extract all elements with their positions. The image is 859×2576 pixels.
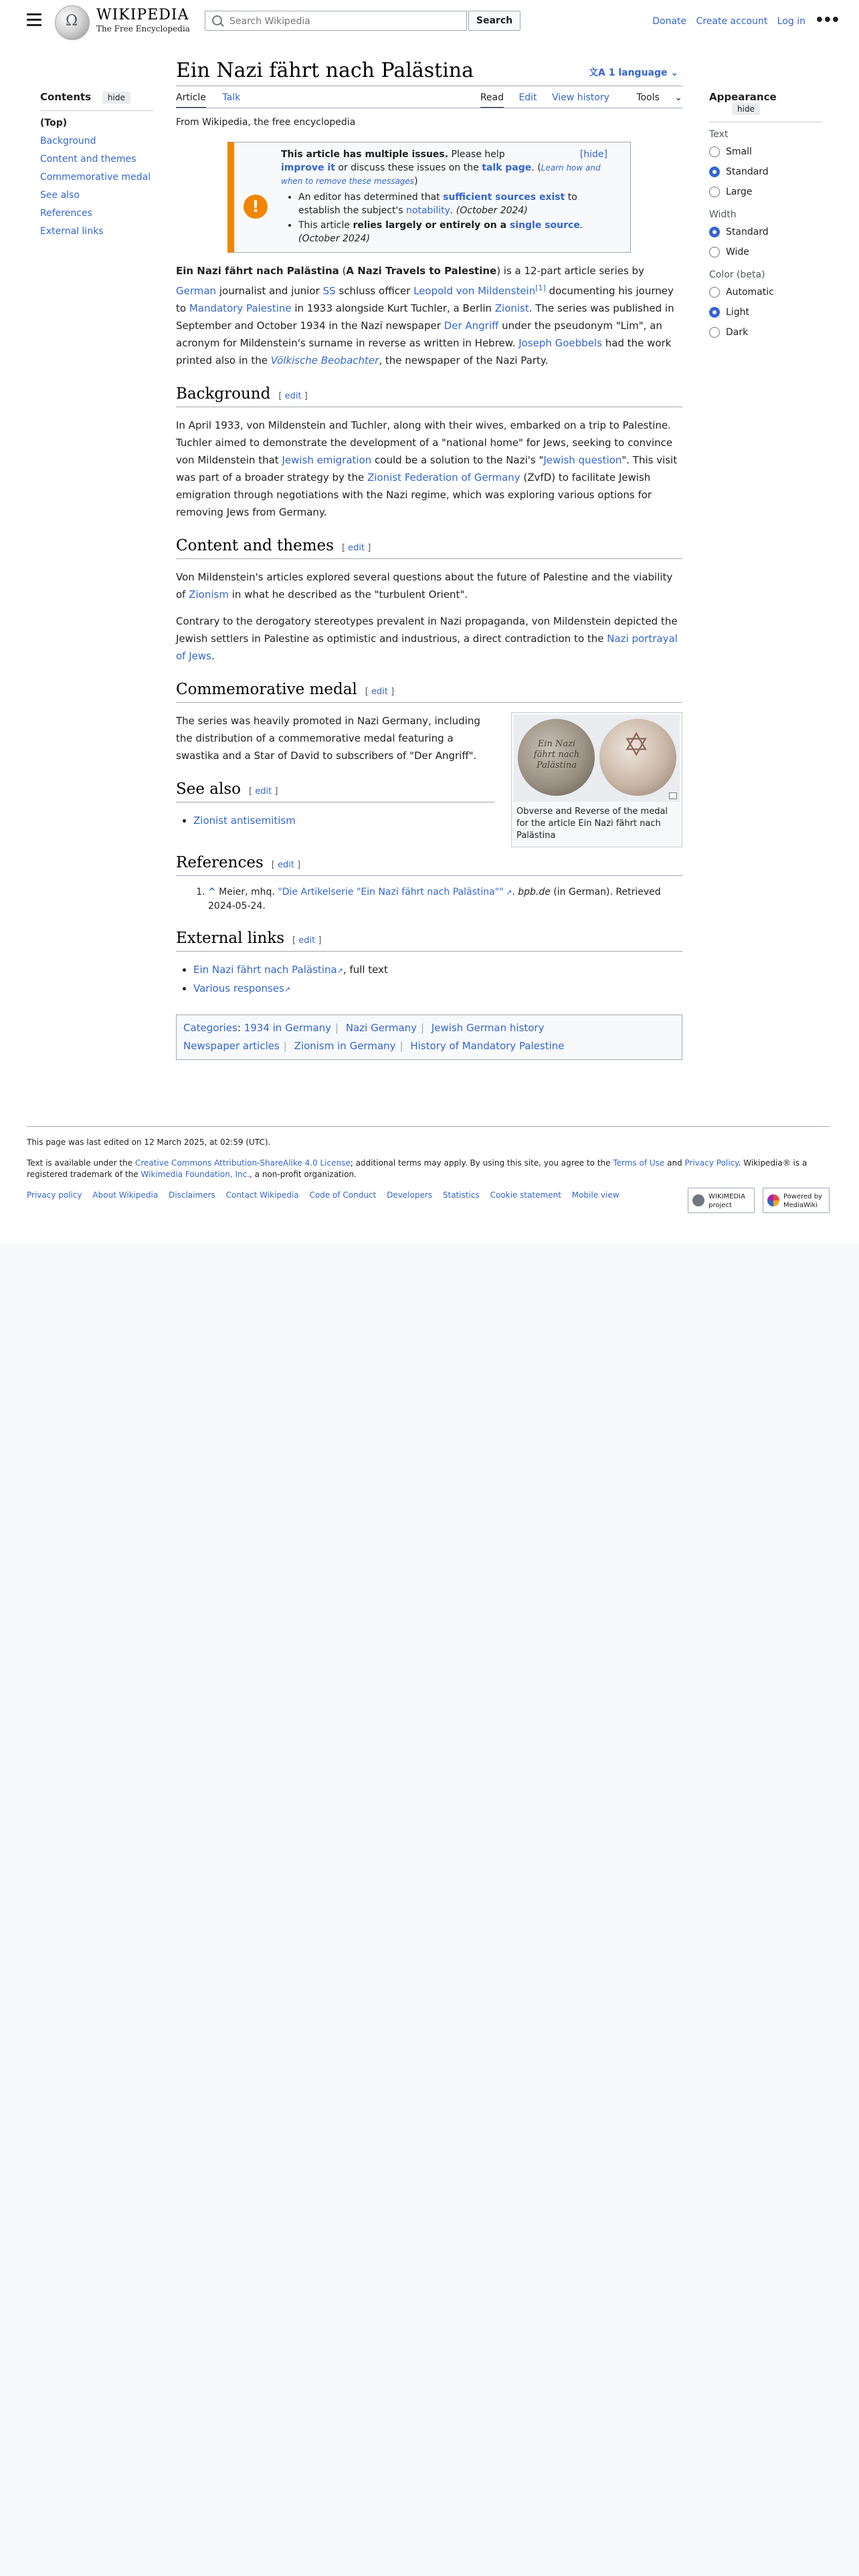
ambox-text: Please help (448, 149, 505, 160)
radio-color-light[interactable] (709, 307, 823, 318)
radio-label: Small (726, 146, 752, 157)
footer-link-about[interactable]: About Wikipedia (92, 1190, 159, 1200)
edit-section-link[interactable]: [ edit ] (341, 543, 371, 553)
radio-color-automatic[interactable] (709, 287, 823, 298)
radio-button-selected[interactable] (709, 167, 720, 177)
edit-section-link[interactable]: [ edit ] (249, 786, 278, 796)
issue-text: An editor has determined that (298, 192, 444, 203)
ambox-text: ) (414, 176, 418, 187)
toc-hide-button[interactable]: hide (102, 92, 130, 104)
toc-item-background[interactable]: Background (40, 136, 96, 146)
toc-list (40, 110, 154, 237)
article-body (176, 142, 682, 1060)
notability-link[interactable]: notability (406, 205, 450, 216)
jewish-emigration-link[interactable]: Jewish emigration (282, 454, 372, 466)
section-heading-references (176, 854, 682, 876)
toc-title: Contents (40, 91, 92, 103)
edit-link[interactable]: edit (278, 860, 294, 870)
edit-section-link[interactable]: [ edit ] (271, 860, 301, 870)
medal-paragraph: The series was heavily promoted in Nazi Germany, including the distribution of a commemorative medal featuring a swastika and a Star of David to subscribers of "Der Angriff". (176, 715, 480, 762)
lead-text: , the newspaper of the Nazi Party. (379, 354, 549, 366)
footer-link-mobile-view[interactable]: Mobile view (571, 1190, 619, 1200)
translate-icon: 文A (589, 68, 609, 78)
body-text: could be a solution to the Nazi's " (371, 454, 544, 466)
reference-text: . (512, 887, 518, 897)
footer-link-privacy[interactable]: Privacy policy (27, 1190, 82, 1200)
mildenstein-link[interactable]: Leopold von Mildenstein (413, 285, 536, 297)
list-item (193, 961, 682, 980)
footer-divider (27, 1126, 830, 1127)
ambox-hide-link[interactable]: [hide] (579, 149, 607, 160)
width-label: Width (709, 209, 737, 220)
toc-item-commemorative-medal[interactable]: Commemorative medal (40, 172, 151, 183)
toc-item-top[interactable]: (Top) (40, 118, 68, 128)
tools-menu[interactable] (624, 92, 682, 107)
section-heading-content-and-themes (176, 537, 682, 559)
star-of-david-icon: ✡ (623, 726, 650, 764)
personal-tools (646, 16, 805, 27)
radio-text-large[interactable] (709, 187, 823, 197)
zionism-link[interactable]: Zionism (189, 588, 229, 601)
full-text-link[interactable]: Ein Nazi fährt nach Palästina (193, 964, 337, 976)
footer-text: . Wikipedia® is a registered trademark of the (27, 1158, 807, 1179)
radio-width-standard[interactable] (709, 227, 823, 237)
create-account-link[interactable]: Create account (696, 16, 768, 27)
table-of-contents (40, 91, 154, 244)
wikimedia-badge[interactable] (688, 1188, 755, 1213)
chevron-down-icon: ⌄ (667, 68, 679, 78)
ambox-intro (281, 148, 621, 188)
lead-paragraph (176, 262, 682, 369)
reference-link[interactable]: "Die Artikelserie "Ein Nazi fährt nach Palästina"" (278, 887, 504, 897)
page-title: Ein Nazi fährt nach Palästina (176, 59, 474, 82)
search-box (205, 11, 467, 31)
lead-text: in 1933 alongside Kurt Tuchler, a Berlin (291, 302, 495, 314)
improve-link[interactable]: improve it (281, 163, 335, 173)
radio-button[interactable] (709, 187, 720, 197)
multiple-issues-box (227, 142, 631, 253)
body-text: Contrary to the derogatory stereotypes prevalent in Nazi propaganda, von Mildenstein depicted the Jewish settlers in Palestine as optimistic and industrious, a direct contradiction to the (176, 615, 678, 645)
radio-text-small[interactable] (709, 146, 823, 157)
medal-inscription: Ein Nazi fährt nach Palästina (533, 739, 580, 770)
footer-link-code-of-conduct[interactable]: Code of Conduct (309, 1190, 377, 1200)
heading-text: References (176, 854, 264, 871)
body-text: . (211, 650, 215, 662)
separator: | (421, 1022, 425, 1034)
category-link[interactable]: Jewish German history (431, 1022, 545, 1034)
search-button[interactable]: Search (468, 11, 520, 31)
toc-header (40, 91, 154, 104)
cc-license-link[interactable]: Creative Commons Attribution-ShareAlike 4.0 License (134, 1158, 351, 1168)
radio-button-selected[interactable] (709, 307, 720, 318)
reference-site: bpb.de (518, 887, 551, 897)
tab-talk[interactable]: Talk (222, 92, 241, 103)
site-footer (27, 1137, 830, 1209)
heading-text: Commemorative medal (176, 681, 357, 698)
body-text: In April 1933, von Mildenstein and Tuchler, along with their wives, embarked on a trip to Palestine. Tuchler aimed to demonstrate the development of a "national home" for Jews, seeking to convince von Mildenstein that (176, 419, 673, 466)
colon: : (237, 1022, 244, 1034)
edit-section-link[interactable]: [ edit ] (278, 391, 308, 401)
main-menu-icon[interactable] (27, 13, 41, 25)
wikipedia-globe-logo[interactable] (55, 5, 90, 40)
heading-text: Content and themes (176, 537, 334, 554)
lead-text: documenting his journey to (176, 285, 674, 314)
page (0, 0, 859, 1244)
width-group (709, 209, 823, 257)
der-angriff-link[interactable]: Der Angriff (444, 320, 499, 332)
radio-label: Dark (726, 327, 749, 338)
single-source-link[interactable]: single source (509, 220, 580, 231)
view-tabs (468, 92, 682, 103)
tools-label: Tools (636, 92, 660, 103)
ambox-text: . ( (531, 163, 541, 173)
language-count: 1 language (608, 68, 668, 78)
tab-read[interactable]: Read (480, 92, 504, 108)
separator: | (283, 1040, 287, 1052)
appearance-title: Appearance (709, 91, 777, 103)
body-text: ". This visit was part of a broader strategy by the (176, 454, 678, 484)
section-heading-external-links (176, 930, 682, 952)
medal-image[interactable] (514, 715, 680, 802)
issue-date: . (October 2024) (450, 205, 528, 216)
wikipedia-wordmark[interactable]: WIKIPEDIA (96, 7, 189, 23)
footer-text: ; additional terms may apply. By using this site, you agree to the (350, 1158, 613, 1168)
mandatory-palestine-link[interactable]: Mandatory Palestine (189, 302, 292, 314)
backlink-caret[interactable]: ^ (208, 887, 216, 897)
category-link[interactable]: History of Mandatory Palestine (410, 1040, 565, 1052)
medal-figure (511, 712, 682, 847)
zionist-federation-link[interactable]: Zionist Federation of Germany (367, 471, 520, 484)
issue-item (298, 191, 621, 217)
body-text: (ZvfD) to facilitate Jewish emigration through negotiations with the Nazi regime, which was exploring various options for removing Jews from Germany. (176, 471, 652, 518)
ambox-issues (281, 191, 621, 245)
site-header (0, 0, 859, 44)
color-group (709, 270, 823, 338)
edit-section-link[interactable]: [ edit ] (365, 687, 395, 697)
category-links (176, 1014, 682, 1060)
badge-text: Powered by MediaWiki (783, 1193, 822, 1209)
edit-link[interactable]: edit (371, 687, 388, 697)
separator: | (399, 1040, 403, 1052)
namespace-tabs (176, 92, 254, 103)
lead-bold-translation: A Nazi Travels to Palestine (346, 265, 497, 277)
lead-text: ) is a 12-part article series by (496, 265, 644, 277)
radio-label: Automatic (726, 287, 774, 298)
site-sub: From Wikipedia, the free encyclopedia (176, 117, 356, 128)
body-text: in what he described as the "turbulent Orient". (228, 588, 468, 601)
edit-link[interactable]: edit (255, 786, 272, 796)
last-edited: This page was last edited on 12 March 2025, at 02:59 (UTC). (27, 1138, 271, 1147)
footer-text: Text is available under the (27, 1158, 135, 1168)
issue-date: . (October 2024) (298, 220, 583, 244)
language-button[interactable] (589, 66, 678, 79)
sufficient-sources-link[interactable]: sufficient sources exist (443, 192, 565, 203)
separator: | (335, 1022, 339, 1034)
lead-text: had the work printed also in the (176, 337, 672, 366)
color-label: Color (beta) (709, 270, 765, 280)
lead-bold-title: Ein Nazi fährt nach Palästina (176, 265, 339, 277)
tab-view-history[interactable]: View history (552, 92, 609, 103)
privacy-link[interactable]: Privacy Policy (684, 1158, 739, 1168)
categories-label[interactable]: Categories (183, 1022, 237, 1034)
wikipedia-tagline: The Free Encyclopedia (96, 24, 190, 33)
badge-text: WIKIMEDIA project (708, 1193, 745, 1209)
radio-text-standard[interactable] (709, 167, 823, 177)
medal-reverse (599, 719, 676, 796)
footer-link-statistics[interactable]: Statistics (442, 1190, 480, 1200)
footer-text: and (664, 1158, 685, 1168)
mediawiki-logo-icon (767, 1194, 779, 1206)
edit-link[interactable]: edit (348, 543, 365, 553)
issue-text: to establish the subject's (298, 192, 577, 216)
jewish-question-link[interactable]: Jewish question (543, 454, 622, 466)
nazi-portrayal-link[interactable]: Nazi portrayal of Jews (176, 633, 678, 662)
radio-label: Light (726, 307, 749, 318)
radio-label: Standard (726, 167, 769, 177)
section-heading-commemorative-medal (176, 681, 682, 703)
ss-link[interactable]: SS (322, 285, 336, 297)
toc-item-external-links[interactable]: External links (40, 226, 104, 237)
lead-text: schluss officer (335, 285, 414, 297)
issue-bold: relies largely or entirely on a (353, 220, 510, 231)
radio-button[interactable] (709, 247, 720, 257)
list-text: , full text (343, 964, 388, 976)
radio-button[interactable] (709, 287, 720, 298)
donate-link[interactable]: Donate (652, 16, 687, 27)
footer-link-developers[interactable]: Developers (387, 1190, 433, 1200)
lead-text: under the pseudonym "Lim", an acronym for Mildenstein's surname in reverse as written in Hebrew. (176, 320, 662, 349)
radio-label: Standard (726, 227, 769, 237)
category-link[interactable]: Nazi Germany (345, 1022, 417, 1034)
terms-link[interactable]: Terms of Use (613, 1158, 665, 1168)
text-size-group (709, 129, 823, 197)
body-text: Von Mildenstein's articles explored several questions about the future of Palestine and the viability of (176, 571, 673, 601)
enlarge-icon[interactable] (669, 792, 677, 799)
ambox-text: or discuss these issues on the (335, 163, 482, 173)
radio-color-dark[interactable] (709, 327, 823, 338)
various-responses-link[interactable]: Various responses (193, 982, 284, 994)
radio-label: Large (726, 187, 753, 197)
category-link[interactable]: Newspaper articles (183, 1040, 280, 1052)
external-link-icon: ↗ (503, 888, 512, 897)
radio-button[interactable] (709, 327, 720, 338)
footer-link-cookie-statement[interactable]: Cookie statement (490, 1190, 561, 1200)
reference-item (208, 885, 682, 914)
ambox-title: This article has multiple issues. (281, 149, 449, 160)
text-size-label: Text (709, 129, 729, 140)
list-item (193, 980, 682, 998)
radio-label: Wide (726, 247, 749, 257)
chevron-down-icon: ⌄ (671, 92, 682, 103)
external-link-icon: ↗ (337, 966, 343, 975)
wmf-link[interactable]: Wikimedia Foundation, Inc. (140, 1170, 250, 1179)
goebbels-link[interactable]: Joseph Goebbels (518, 337, 602, 349)
mediawiki-badge[interactable] (763, 1188, 830, 1213)
radio-button-selected[interactable] (709, 227, 720, 237)
edit-link[interactable]: edit (298, 936, 316, 946)
warning-icon: ! (244, 195, 268, 219)
more-options-icon[interactable]: ••• (814, 12, 839, 29)
footer-link-disclaimers[interactable]: Disclaimers (169, 1190, 215, 1200)
background-paragraph (176, 417, 682, 521)
learn-link[interactable]: Learn how and when to remove these messages (281, 163, 601, 186)
lead-text: journalist and junior (216, 285, 323, 297)
zionist-antisemitism-link[interactable]: Zionist antisemitism (193, 815, 296, 827)
content-paragraph (176, 568, 682, 603)
search-icon (212, 15, 222, 25)
section-heading-background (176, 385, 682, 407)
references-list (176, 885, 682, 914)
figure-caption: Obverse and Reverse of the medal for the article Ein Nazi fährt nach Palästina (516, 807, 668, 841)
appearance-hide-button[interactable]: hide (732, 103, 760, 115)
volkische-beobachter-link[interactable]: Völkische Beobachter (270, 354, 379, 366)
heading-text: Background (176, 385, 271, 403)
appearance-panel (709, 91, 823, 350)
toc-item-see-also[interactable]: See also (40, 190, 80, 201)
reference-text: (in German). Retrieved 2024-05-24. (208, 887, 661, 911)
zionist-link[interactable]: Zionist (494, 302, 529, 314)
category-link[interactable]: 1934 in Germany (244, 1022, 332, 1034)
reference-marker[interactable]: [1] (535, 284, 546, 292)
issue-item (298, 219, 621, 245)
category-link[interactable]: Zionism in Germany (294, 1040, 396, 1052)
footer-badges (682, 1188, 830, 1213)
appearance-header (709, 91, 823, 115)
tab-edit[interactable]: Edit (518, 92, 537, 103)
wikimedia-logo-icon (692, 1194, 704, 1206)
toc-item-references[interactable]: References (40, 208, 92, 219)
tab-article[interactable]: Article (176, 92, 206, 108)
heading-text: See also (176, 780, 242, 798)
footer-text: , a non-profit organization. (250, 1170, 357, 1179)
external-link-icon: ↗ (284, 985, 291, 994)
edit-link[interactable]: edit (284, 391, 302, 401)
license-text (27, 1158, 830, 1180)
radio-width-wide[interactable] (709, 247, 823, 257)
german-link[interactable]: German (176, 285, 217, 297)
reference-text: Meier, mhq. (215, 887, 278, 897)
toc-item-content-and-themes[interactable]: Content and themes (40, 154, 136, 165)
content-paragraph (176, 613, 682, 665)
login-link[interactable]: Log in (777, 16, 805, 27)
footer-link-contact[interactable]: Contact Wikipedia (225, 1190, 299, 1200)
lead-text: ( (339, 265, 347, 277)
radio-button[interactable] (709, 146, 720, 157)
heading-text: External links (176, 930, 285, 947)
section-heading-see-also (176, 780, 495, 802)
external-links-list (176, 961, 682, 998)
edit-section-link[interactable]: [ edit ] (292, 936, 322, 946)
search-input[interactable] (228, 14, 458, 29)
issue-text: This article (298, 220, 353, 231)
lead-text: . The series was published in September and October 1934 in the Nazi newspaper (176, 302, 674, 332)
medal-obverse (518, 719, 595, 796)
talk-page-link[interactable]: talk page (482, 163, 532, 173)
